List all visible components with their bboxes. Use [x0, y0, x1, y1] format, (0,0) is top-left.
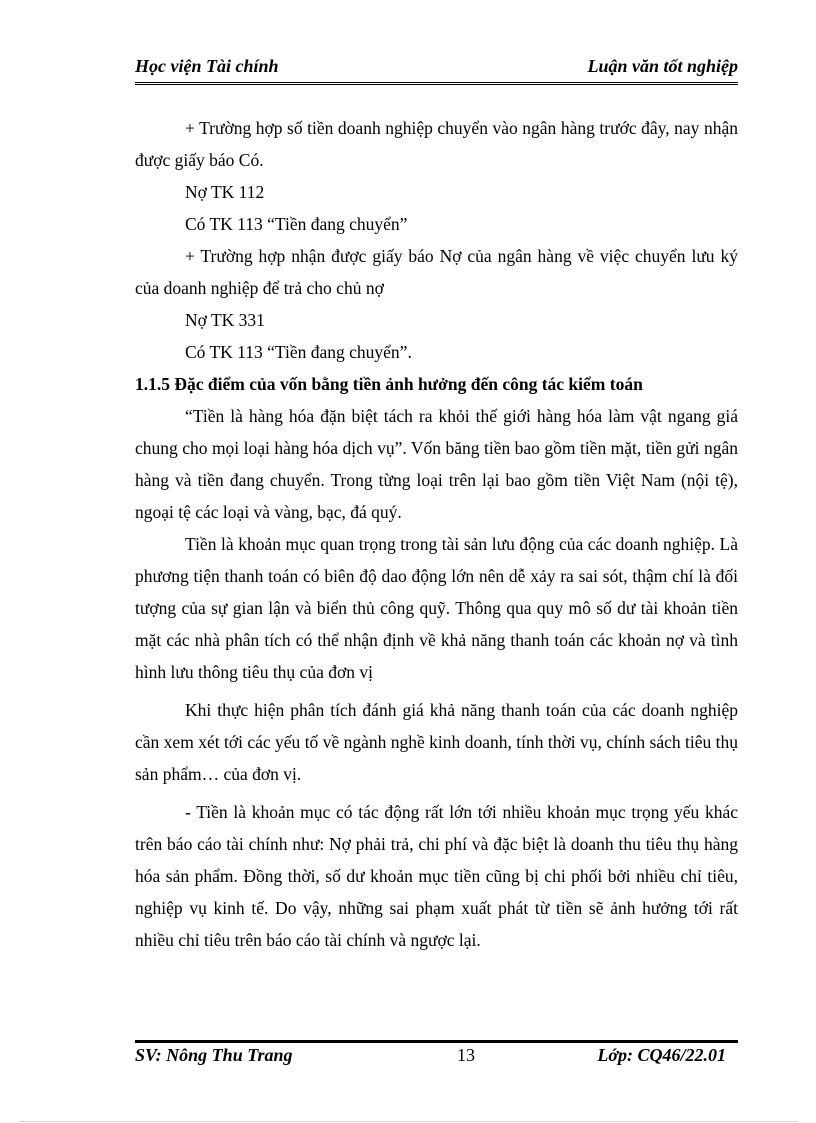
entry-credit-113-b: Có TK 113 “Tiền đang chuyển”.	[185, 342, 412, 362]
paragraph-case-credit-note: + Trường hợp số tiền doanh nghiệp chuyển vào ngân hàng trước đây, nay nhận được giấy báo Có.	[135, 118, 738, 170]
section-heading: 1.1.5 Đặc điểm của vốn bằng tiền ảnh hưởng đến công tác kiểm toán	[135, 374, 643, 394]
entry-debit-112: Nợ TK 112	[185, 182, 265, 202]
document-body	[135, 112, 738, 956]
paragraph-analysis: Khi thực hiện phân tích đánh giá khả năng thanh toán của các doanh nghiệp cần xem xét tới các yếu tố về ngành nghề kinh doanh, tính thời vụ, chính sách tiêu thụ sản phẩm… của đơn vị.	[135, 700, 738, 784]
header-institution: Học viện Tài chính	[135, 56, 279, 76]
entry-credit-113: Có TK 113 “Tiền đang chuyển”	[185, 214, 408, 234]
paragraph-definition: “Tiền là hàng hóa đặn biệt tách ra khỏi thế giới hàng hóa làm vật ngang giá chung cho mọi loại hàng hóa dịch vụ”. Vốn băng tiền bao gồm tiền mặt, tiền gửi ngân hàng và tiền đang chuyển. Trong từng loại trên lại bao gồm tiền Việt Nam (nội tệ), ngoại tệ các loại và vàng, bạc, đá quý.	[135, 406, 738, 522]
paragraph-case-debit-note: + Trường hợp nhận được giấy báo Nợ của ngân hàng về việc chuyển lưu ký của doanh nghiệp để trả cho chủ nợ	[135, 246, 738, 298]
footer-student: SV: Nông Thu Trang	[135, 1045, 293, 1065]
page-footer	[135, 1040, 738, 1071]
paragraph-importance: Tiền là khoản mục quan trọng trong tài sản lưu động của các doanh nghiệp. Là phương tiện thanh toán có biên độ dao động lớn nên dễ xảy ra sai sót, thậm chí là đối tượng của sự gian lận và biển thủ công quỹ. Thông qua quy mô số dư tài khoản tiền mặt các nhà phân tích có thể nhận định về khả năng thanh toán các khoản nợ và tình hình lưu thông tiêu thụ của đơn vị	[135, 534, 738, 682]
footer-class: Lớp: CQ46/22.01	[597, 1045, 726, 1065]
page-header	[135, 56, 738, 85]
page-number: 13	[457, 1045, 475, 1065]
entry-debit-331: Nợ TK 331	[185, 310, 265, 330]
paragraph-impact: - Tiền là khoản mục có tác động rất lớn tới nhiều khoản mục trọng yếu khác trên báo cáo tài chính như: Nợ phải trả, chi phí và đặc biệt là doanh thu tiêu thụ hàng hóa sản phẩm. Đồng thời, số dư khoản mục tiền cũng bị chi phối bởi nhiều chỉ tiêu, nghiệp vụ kinh tế. Do vậy, những sai phạm xuất phát từ tiền sẽ ảnh hưởng tới rất nhiều chỉ tiêu trên báo cáo tài chính và ngược lại.	[135, 802, 738, 950]
page-edge-divider	[20, 1121, 796, 1122]
header-doc-type: Luận văn tốt nghiệp	[587, 56, 738, 76]
